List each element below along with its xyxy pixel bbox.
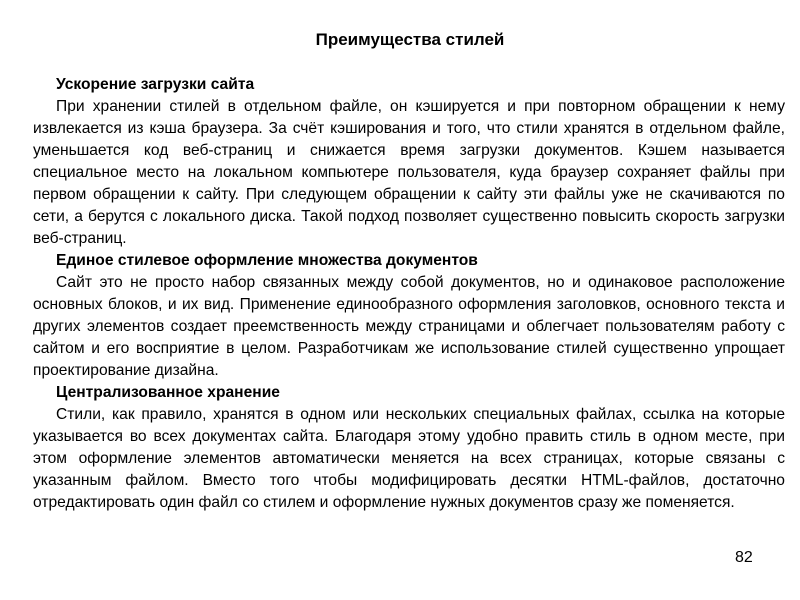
section-paragraph-caching: При хранении стилей в отдельном файле, он кэшируется и при повторном обращении к нему извлекается из кэша браузера. За счёт кэширования и того, что стили хранятся в отдельном файле, уменьшается код веб-страниц и снижается время загрузки документов. Кэшем называется специальное место на локальном компьютере пользователя, куда браузер сохраняет файлы при первом обращении к сайту. При следующем обращении к сайту эти файлы уже не скачиваются по сети, а берутся с локального диска. Такой подход позволяет существенно повысить скорость загрузки веб-страниц. — [33, 98, 785, 247]
section-paragraph-unified-style: Сайт это не просто набор связанных между собой документов, но и одинаковое расположение основных блоков, и их вид. Применение единообразного оформления заголовков, основного текста и других элементов создает преемственность между страницами и облегчает пользователям работу с сайтом и его восприятие в целом. Разработчикам же использование стилей существенно упрощает проектирование дизайна. — [33, 274, 785, 379]
page-number: 82 — [735, 549, 753, 566]
section-heading-central-storage: Централизованное хранение — [56, 384, 280, 401]
section-heading-unified-style: Единое стилевое оформление множества документов — [56, 252, 478, 269]
page-title: Преимущества стилей — [315, 30, 505, 49]
section-paragraph-central-storage: Стили, как правило, хранятся в одном или нескольких специальных файлах, ссылка на которые указывается во всех документах сайта. Благодаря этому удобно править стиль в одном месте, при этом оформление элементов автоматически меняется на всех страницах, которые связаны с указанным файлом. Вместо того чтобы модифицировать десятки HTML-файлов, достаточно отредактировать один файл со стилем и оформление нужных документов сразу же поменяется. — [33, 406, 785, 511]
document-body — [33, 74, 785, 514]
section-heading-caching: Ускорение загрузки сайта — [56, 76, 255, 93]
